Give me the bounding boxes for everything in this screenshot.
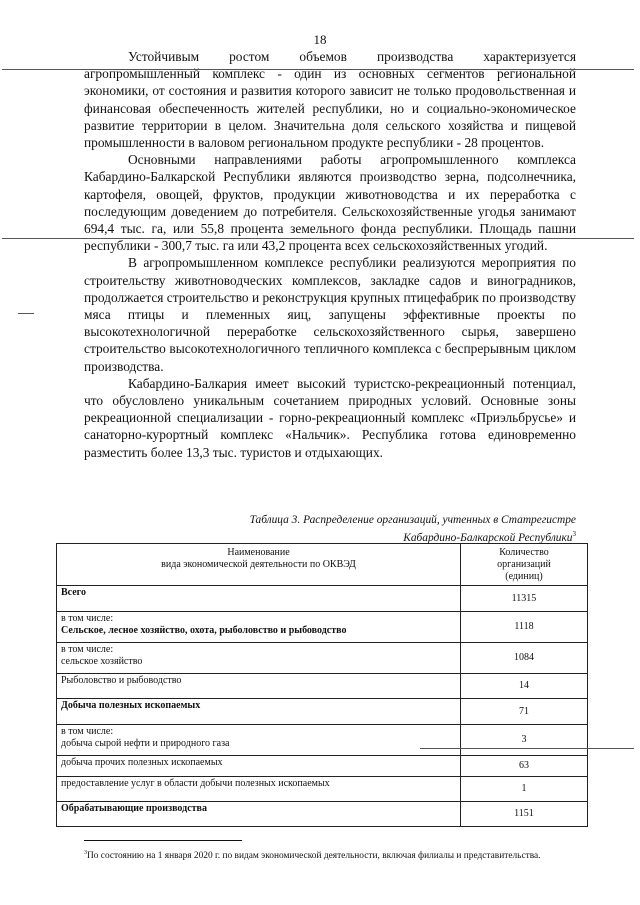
footnote-text: По состоянию на 1 января 2020 г. по видам экономической деятельности, включая филиалы и представительства. xyxy=(87,851,541,862)
row-name: Сельское, лесное хозяйство, охота, рыболовство и рыбоводство xyxy=(61,625,347,636)
row-name: Рыболовство и рыбоводство xyxy=(57,674,461,699)
row-name-cell xyxy=(57,643,461,674)
scan-artifact-line xyxy=(18,313,34,314)
header-count-line3: (единиц) xyxy=(505,571,543,582)
table-header-row xyxy=(57,544,588,586)
row-prefix: в том числе: xyxy=(61,613,114,624)
row-value: 3 xyxy=(461,725,588,756)
paragraph-agro-growth: Устойчивым ростом объемов производства характеризуется агропромышленный комплекс - один из основных сегментов региональной экономики, от состояния и развития которого зависит не только продовольственная и финансовая обеспеченность жителей республики, но и социально-экономическое развитие территории в целом. Значительна доля сельского хозяйства и пищевой промышленности в валовом региональном продукте республики - 28 процентов. xyxy=(84,49,576,151)
table-row xyxy=(57,699,588,725)
paragraph-tourism: Кабардино-Балкария имеет высокий туристско-рекреационный потенциал, что обусловлено уникальным сочетанием природных условий. Основные зоны рекреационной специализации - горно-рекреационный комплекс «Приэльбрусье» и санаторно-курортный комплекс «Нальчик». Республика готова единовременно разместить более 13,3 тыс. туристов и отдыхающих. xyxy=(84,375,576,460)
footnote-mark: 3 xyxy=(84,850,87,856)
table-row xyxy=(57,674,588,699)
row-name: предоставление услуг в области добычи полезных ископаемых xyxy=(57,777,461,802)
table-row xyxy=(57,643,588,674)
row-value: 14 xyxy=(461,674,588,699)
table-row xyxy=(57,802,588,827)
organizations-table xyxy=(56,543,588,827)
paragraph-agro-projects: В агропромышленном комплексе республики реализуются мероприятия по строительству животноводческих комплексов, закладке садов и виноградников, продолжается строительство и реконструкция крупных птицефабрик по производству мяса птицы и племенных яиц, запущены эффективные проекты по высокотехнологичной переработке сельскохозяйственного сырья, завершено строительство высокотехнологичного тепличного комплекса с беспрерывным циклом производства. xyxy=(84,255,576,374)
row-value: 1 xyxy=(461,777,588,802)
header-count-line1: Количество xyxy=(499,547,549,558)
footnote xyxy=(84,847,576,862)
row-name: добыча сырой нефти и природного газа xyxy=(61,738,230,749)
paragraph-agro-directions: Основными направлениями работы агропромышленного комплекса Кабардино-Балкарской Республики являются производство зерна, подсолнечника, картофеля, овощей, фруктов, продукции животноводства и их переработка с последующим доведением до потребителя. Сельскохозяйственные угодья занимают 694,4 тыс. га, или 55,8 процента земельного фонда республики. Площадь пашни республики - 300,7 тыс. га или 43,2 процента всех сельскохозяйственных угодий. xyxy=(84,152,576,254)
row-value: 11315 xyxy=(461,586,588,612)
row-prefix: в том числе: xyxy=(61,726,114,737)
row-name-cell xyxy=(57,612,461,643)
table-row xyxy=(57,725,588,756)
scan-artifact-line xyxy=(2,69,634,70)
footnote-divider xyxy=(84,840,242,841)
header-count-line2: организаций xyxy=(497,559,551,570)
scan-artifact-line xyxy=(2,238,634,239)
caption-footnote-mark: 3 xyxy=(572,530,576,538)
header-name-line2: вида экономической деятельности по ОКВЭД xyxy=(161,559,356,570)
row-value: 63 xyxy=(461,756,588,777)
row-name: Всего xyxy=(57,586,461,612)
row-name: Добыча полезных ископаемых xyxy=(57,699,461,725)
row-name: сельское хозяйство xyxy=(61,656,143,667)
page-number: 18 xyxy=(313,32,327,47)
header-activity-name xyxy=(57,544,461,586)
table-row xyxy=(57,586,588,612)
row-name: Обрабатывающие производства xyxy=(57,802,461,827)
row-prefix: в том числе: xyxy=(61,644,114,655)
table-caption-region: Кабардино-Балкарской Республики xyxy=(403,531,573,544)
scan-artifact-line xyxy=(420,748,634,749)
table-caption xyxy=(84,513,576,545)
table-caption-line1: Таблица 3. Распределение организаций, учтенных в Статрегистре xyxy=(249,514,576,526)
row-name: добыча прочих полезных ископаемых xyxy=(57,756,461,777)
row-value: 1151 xyxy=(461,802,588,827)
row-value: 1084 xyxy=(461,643,588,674)
table-row xyxy=(57,756,588,777)
table-row xyxy=(57,612,588,643)
header-count xyxy=(461,544,588,586)
row-value: 71 xyxy=(461,699,588,725)
header-name-line1: Наименование xyxy=(227,547,290,558)
row-value: 1118 xyxy=(461,612,588,643)
body-text xyxy=(84,48,576,461)
table-row xyxy=(57,777,588,802)
row-name-cell xyxy=(57,725,461,756)
